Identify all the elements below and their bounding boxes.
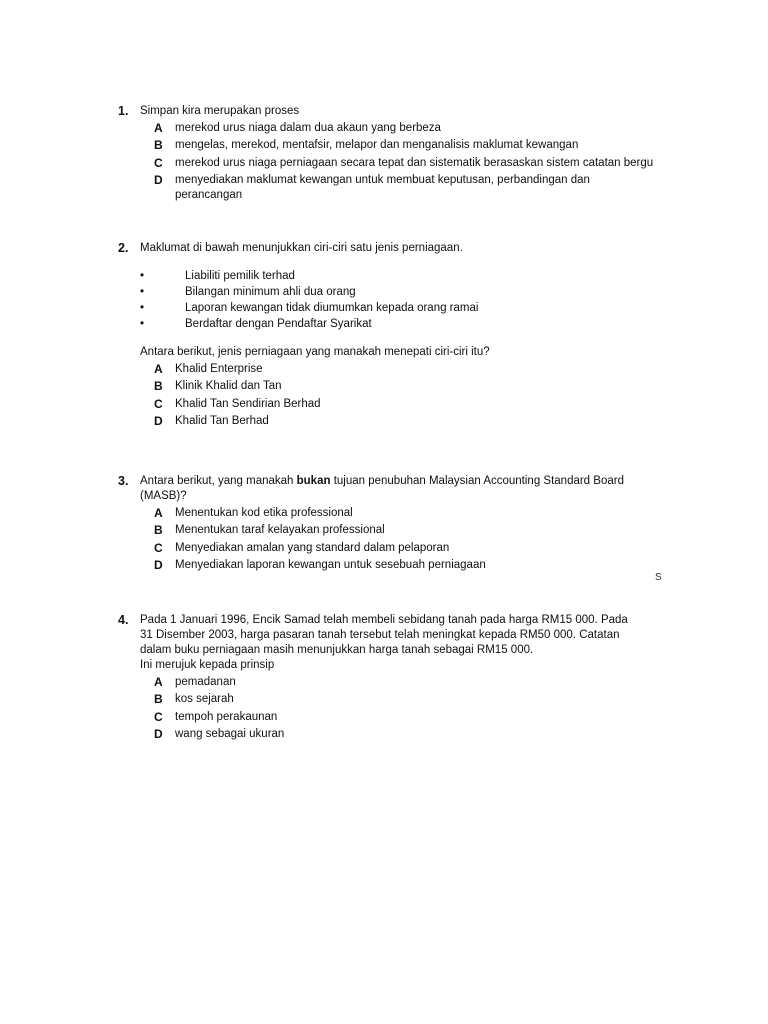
bullet-item bbox=[140, 285, 678, 300]
question-2 bbox=[118, 241, 678, 432]
option-letter: B bbox=[154, 138, 163, 153]
question-number: 2. bbox=[118, 241, 129, 255]
option-a[interactable] bbox=[154, 362, 678, 377]
question-1 bbox=[118, 104, 678, 206]
option-c[interactable] bbox=[154, 397, 678, 412]
stray-mark: S bbox=[655, 572, 662, 583]
option-text: menyediakan maklumat kewangan untuk membuat keputusan, perbandingan dan perancangan bbox=[175, 174, 590, 202]
option-letter: C bbox=[154, 155, 163, 170]
option-letter: A bbox=[154, 506, 163, 520]
option-text: wang sebagai ukuran bbox=[175, 728, 285, 741]
question-stem: Simpan kira merupakan proses bbox=[140, 105, 300, 117]
option-text: Menyediakan laporan kewangan untuk sesebuah perniagaan bbox=[175, 559, 486, 572]
option-letter: B bbox=[154, 523, 163, 538]
option-letter: D bbox=[154, 558, 163, 573]
option-letter: D bbox=[154, 727, 163, 742]
option-a[interactable] bbox=[154, 675, 678, 690]
bullet-icon: • bbox=[140, 270, 145, 282]
stem-text: Antara berikut, yang manakah bbox=[140, 475, 297, 487]
bullet-item bbox=[140, 301, 678, 316]
option-text: pemadanan bbox=[175, 676, 236, 688]
bullet-text: Laporan kewangan tidak diumumkan kepada orang ramai bbox=[185, 302, 479, 314]
option-letter: C bbox=[154, 709, 163, 724]
option-c[interactable] bbox=[154, 710, 678, 725]
option-d[interactable] bbox=[154, 414, 678, 429]
option-text: Menentukan kod etika professional bbox=[175, 507, 353, 519]
option-text: merekod urus niaga perniagaan secara tepat dan sistematik berasaskan sistem catatan bergu bbox=[175, 156, 654, 169]
option-text: mengelas, merekod, mentafsir, melapor dan menganalisis maklumat kewangan bbox=[175, 139, 579, 152]
bullet-text: Berdaftar dengan Pendaftar Syarikat bbox=[185, 318, 372, 330]
question-stem: Maklumat di bawah menunjukkan ciri-ciri satu jenis perniagaan. bbox=[140, 242, 463, 254]
option-c[interactable] bbox=[154, 156, 678, 171]
question-number: 4. bbox=[118, 613, 129, 627]
bullet-item bbox=[140, 317, 678, 332]
option-letter: C bbox=[154, 396, 163, 411]
question-prompt: Antara berikut, jenis perniagaan yang manakah menepati ciri-ciri itu? bbox=[140, 346, 490, 358]
bullet-icon: • bbox=[140, 318, 145, 330]
bullet-icon: • bbox=[140, 286, 145, 298]
bullet-item bbox=[140, 269, 678, 284]
option-text: kos sejarah bbox=[175, 693, 234, 706]
question-stem: Pada 1 Januari 1996, Encik Samad telah membeli sebidang tanah pada harga RM15 000. Pada 31 Disember 2003, harga pasaran tanah tersebut telah meningkat kepada RM50 000. Catatan dalam buku perniagaan masih menunjukkan harga tanah sebagai RM15 000. bbox=[140, 614, 628, 656]
option-a[interactable] bbox=[154, 121, 678, 136]
option-d[interactable] bbox=[154, 173, 615, 203]
option-text: Menentukan taraf kelayakan professional bbox=[175, 524, 385, 537]
question-stem bbox=[140, 474, 630, 504]
option-a[interactable] bbox=[154, 506, 678, 521]
option-letter: D bbox=[154, 173, 163, 188]
option-letter: D bbox=[154, 414, 163, 429]
option-c[interactable] bbox=[154, 541, 678, 556]
options-list bbox=[118, 675, 678, 742]
option-b[interactable] bbox=[154, 692, 678, 707]
option-letter: A bbox=[154, 675, 163, 689]
stem-text: tujuan penubuhan Malaysian Accounting Standard Board (MASB)? bbox=[140, 475, 624, 502]
stem-emphasis: bukan bbox=[296, 475, 331, 487]
option-d[interactable] bbox=[154, 558, 678, 573]
option-text: Menyediakan amalan yang standard dalam pelaporan bbox=[175, 541, 450, 554]
bullet-icon: • bbox=[140, 302, 145, 314]
options-list bbox=[118, 506, 678, 573]
option-letter: A bbox=[154, 121, 163, 135]
question-number: 3. bbox=[118, 474, 129, 488]
question-prompt: Ini merujuk kepada prinsip bbox=[140, 659, 275, 671]
options-list bbox=[118, 121, 678, 203]
option-letter: C bbox=[154, 540, 163, 555]
question-4 bbox=[118, 613, 678, 745]
bullet-list bbox=[140, 269, 678, 332]
options-list bbox=[118, 362, 678, 429]
bullet-text: Liabiliti pemilik terhad bbox=[185, 270, 295, 282]
question-number: 1. bbox=[118, 104, 129, 118]
option-text: Khalid Tan Berhad bbox=[175, 415, 269, 428]
option-letter: A bbox=[154, 362, 163, 376]
option-text: Klinik Khalid dan Tan bbox=[175, 380, 282, 393]
option-letter: B bbox=[154, 379, 163, 394]
option-text: tempoh perakaunan bbox=[175, 710, 278, 723]
option-text: Khalid Enterprise bbox=[175, 363, 263, 375]
bullet-text: Bilangan minimum ahli dua orang bbox=[185, 286, 356, 298]
option-text: merekod urus niaga dalam dua akaun yang berbeza bbox=[175, 122, 441, 134]
option-b[interactable] bbox=[154, 523, 678, 538]
option-text: Khalid Tan Sendirian Berhad bbox=[175, 397, 321, 410]
option-b[interactable] bbox=[154, 138, 678, 153]
option-letter: B bbox=[154, 692, 163, 707]
option-b[interactable] bbox=[154, 379, 678, 394]
question-3 bbox=[118, 474, 678, 576]
option-d[interactable] bbox=[154, 727, 678, 742]
